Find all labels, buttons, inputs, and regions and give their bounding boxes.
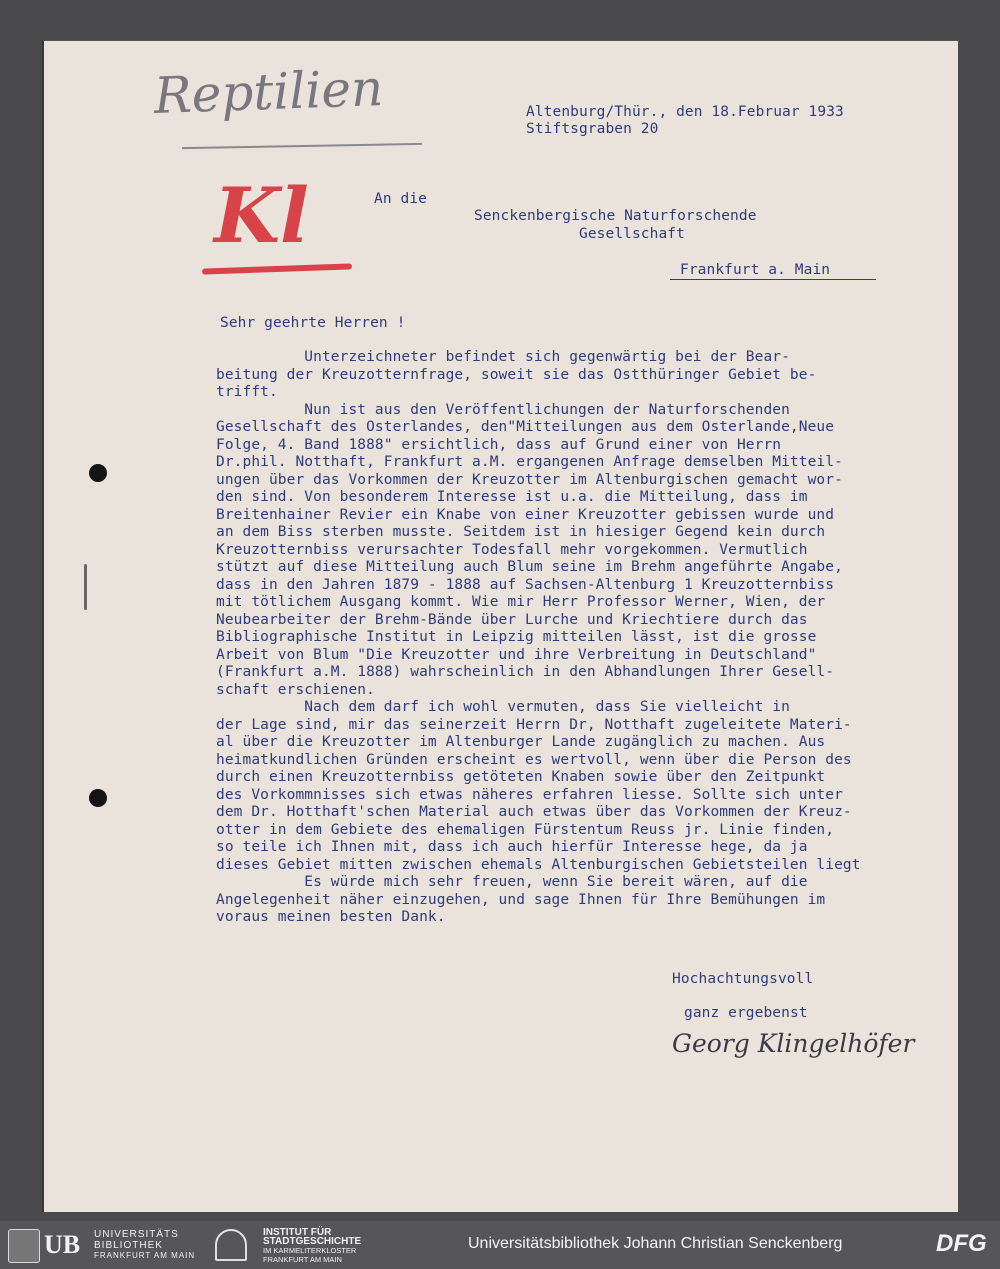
sender-street: Stiftsgraben 20 (526, 121, 659, 137)
body-line: Nach dem darf ich wohl vermuten, dass Sie vielleicht in (216, 699, 790, 715)
isg-logo (215, 1227, 405, 1264)
letter-body (216, 349, 861, 927)
body-line: (Frankfurt a.M. 1888) wahrscheinlich in den Abhandlungen Ihrer Gesell- (216, 664, 835, 680)
body-line: so teile ich Ihnen mit, dass ich auch hierfür Interesse hege, da ja (216, 839, 808, 855)
ub-line1: UNIVERSITÄTS (94, 1229, 179, 1240)
body-line: Dr.phil. Notthaft, Frankfurt a.M. ergangenen Anfrage demselben Mitteil- (216, 454, 843, 470)
signature: Georg Klingelhöfer (672, 1029, 915, 1058)
sender-place-date: Altenburg/Thür., den 18.Februar 1933 (526, 104, 844, 120)
body-line: Unterzeichneter befindet sich gegenwärtig bei der Bear- (216, 349, 790, 365)
ub-emblem-icon (8, 1229, 40, 1263)
footer-bar (0, 1221, 1000, 1269)
punch-hole-top (89, 464, 107, 482)
body-line: mit tötlichem Ausgang kommt. Wie mir Herr Professor Werner, Wien, der (216, 594, 826, 610)
body-line: trifft. (216, 384, 278, 400)
ub-short: UB (44, 1230, 81, 1259)
city-underline (670, 279, 876, 280)
isg-line2: STADTGESCHICHTE (263, 1236, 362, 1247)
body-line: durch einen Kreuzotternbiss getöteten Knaben sowie über den Zeitpunkt (216, 769, 826, 785)
body-line: an dem Biss sterben musste. Seitdem ist in hiesiger Gegend kein durch (216, 524, 826, 540)
ub-line2: BIBLIOTHEK (94, 1239, 163, 1251)
body-line: Neubearbeiter der Brehm-Bände über Lurche und Kriechtiere durch das (216, 611, 808, 628)
center-mark (84, 564, 87, 610)
body-line: ungen über das Vorkommen der Kreuzotter im Altenburgischen gemacht wor- (216, 471, 843, 488)
body-line: Folge, 4. Band 1888" ersichtlich, dass auf Grund einer von Herrn (216, 436, 782, 453)
pencil-note: Reptilien (153, 59, 385, 125)
body-line: Kreuzotternbiss verursachter Todesfall mehr vorgekommen. Vermutlich (216, 541, 808, 558)
footer-center-text: Universitätsbibliothek Johann Christian Senckenberg (468, 1235, 843, 1252)
recipient-city: Frankfurt a. Main (680, 262, 831, 278)
body-line: schaft erschienen. (216, 681, 375, 698)
closing-line2: ganz ergebenst (684, 1005, 808, 1021)
body-line: Angelegenheit näher einzugehen, und sage Ihnen für Ihre Bemühungen im (216, 891, 826, 908)
recipient-line2: Gesellschaft (579, 226, 685, 242)
body-line: der Lage sind, mir das seinerzeit Herrn Dr, Notthaft zugeleitete Materi- (216, 716, 852, 733)
body-line: den sind. Von besonderem Interesse ist u.a. die Mitteilung, dass im (216, 489, 808, 505)
letter-sheet (42, 40, 958, 1212)
body-line: Breitenhainer Revier ein Knabe von einer Kreuzotter gebissen wurde und (216, 506, 835, 523)
body-line: beitung der Kreuzotternfrage, soweit sie das Ostthüringer Gebiet be- (216, 366, 817, 383)
salutation: Sehr geehrte Herren ! (220, 315, 406, 331)
body-line: otter in dem Gebiete des ehemaligen Fürstentum Reuss jr. Linie finden, (216, 821, 835, 838)
body-line: dass in den Jahren 1879 - 1888 auf Sachsen-Altenburg 1 Kreuzotternbiss (216, 576, 835, 593)
body-line: Nun ist aus den Veröffentlichungen der Naturforschenden (216, 401, 790, 418)
body-line: dieses Gebiet mitten zwischen ehemals Altenburgischen Gebietsteilen liegt (216, 856, 861, 873)
isg-line3: IM KARMELITERKLOSTER (263, 1246, 357, 1255)
body-line: Es würde mich sehr freuen, wenn Sie bereit wären, auf die (216, 874, 808, 890)
dfg-logo: DFG (936, 1230, 987, 1257)
body-line: stützt auf diese Mitteilung auch Blum seine im Brehm angeführte Angabe, (216, 559, 843, 575)
closing-line1: Hochachtungsvoll (672, 971, 814, 987)
body-line: Bibliographische Institut in Leipzig mitteilen lässt, ist die grosse (216, 629, 817, 645)
body-line: heimatkundlichen Gründen erscheint es wertvoll, wenn über die Person des (216, 751, 852, 768)
pencil-underline (182, 143, 422, 149)
red-initials: Kl (214, 171, 309, 260)
recipient-line1: Senckenbergische Naturforschende (474, 208, 757, 224)
body-line: voraus meinen besten Dank. (216, 909, 446, 925)
isg-line4: FRANKFURT AM MAIN (263, 1255, 342, 1264)
isg-line1: INSTITUT FÜR (263, 1227, 332, 1238)
body-line: dem Dr. Hotthaft'schen Material auch etwas über das Vorkommen der Kreuz- (216, 804, 852, 820)
body-line: al über die Kreuzotter im Altenburger Lande zugänglich zu machen. Aus (216, 734, 826, 750)
body-line: des Vorkommnisses sich etwas näheres erfahren liesse. Sollte sich unter (216, 786, 843, 803)
isg-emblem-icon (215, 1229, 247, 1261)
red-underline (202, 263, 352, 274)
body-line: Arbeit von Blum "Die Kreuzotter und ihre Verbreitung in Deutschland" (216, 646, 817, 663)
punch-hole-bottom (89, 789, 107, 807)
recipient-prefix: An die (374, 191, 427, 207)
body-line: Gesellschaft des Osterlandes, den"Mitteilungen aus dem Osterlande,Neue (216, 419, 835, 435)
ub-line3: FRANKFURT AM MAIN (94, 1251, 196, 1260)
ub-logo (8, 1229, 198, 1261)
